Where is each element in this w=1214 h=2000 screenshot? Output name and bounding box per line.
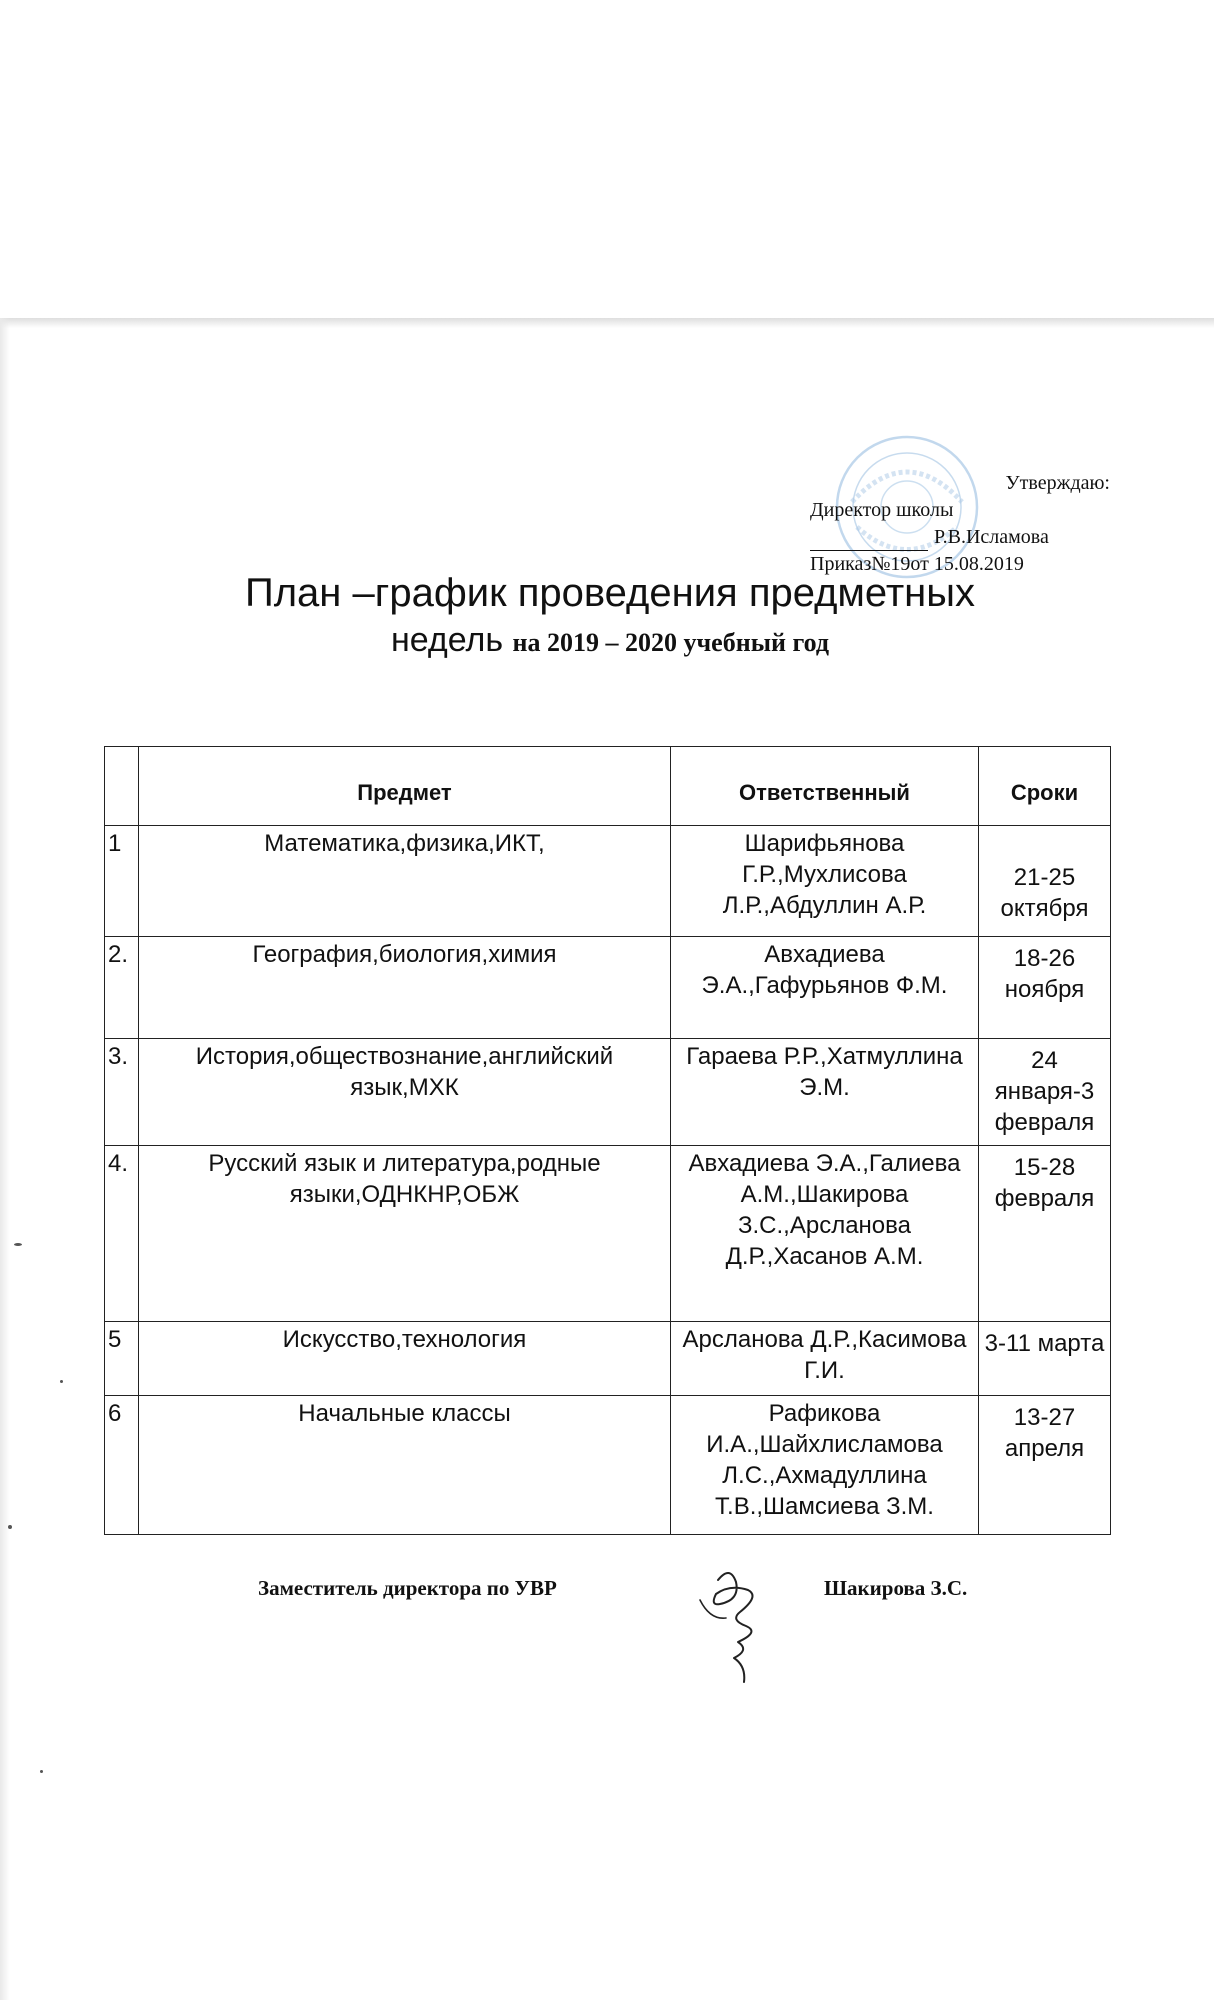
signature-underline	[810, 532, 928, 551]
row-number: 4.	[105, 1146, 139, 1322]
row-number: 3.	[105, 1039, 139, 1146]
header-responsible: Ответственный	[671, 747, 979, 826]
footer-position: Заместитель директора по УВР	[258, 1576, 557, 1600]
approval-block	[810, 470, 1110, 578]
row-responsible: Авхадиева Э.А.,Гафурьянов Ф.М.	[671, 937, 979, 1039]
row-number: 1	[105, 826, 139, 937]
title-line-2	[150, 618, 1070, 665]
title-line-1: План –график проведения предметных	[244, 571, 976, 615]
row-responsible: Гараева Р.Р.,Хатмуллина Э.М.	[671, 1039, 979, 1146]
row-responsible: Авхадиева Э.А.,Галиева А.М.,Шакирова З.С.,Арсланова Д.Р.,Хасанов А.М.	[671, 1146, 979, 1322]
footer-name: Шакирова З.С.	[824, 1576, 968, 1600]
scan-speck	[8, 1525, 12, 1529]
table-header-row	[105, 747, 1111, 826]
scan-speck	[60, 1380, 63, 1383]
row-subject: Искусство,технология	[139, 1322, 671, 1396]
row-term: 13-27 апреля	[979, 1396, 1111, 1535]
header-number	[105, 747, 139, 826]
row-subject: История,обществознание,английский язык,МХК	[139, 1039, 671, 1146]
row-responsible: Рафикова И.А.,Шайхлисламова Л.С.,Ахмадуллина Т.В.,Шамсиева З.М.	[671, 1396, 979, 1535]
row-subject: Математика,физика,ИКТ,	[139, 826, 671, 937]
row-responsible: Шарифьянова Г.Р.,Мухлисова Л.Р.,Абдуллин А.Р.	[671, 826, 979, 937]
scan-speck	[14, 1243, 22, 1246]
row-number: 5	[105, 1322, 139, 1396]
handwritten-signature-icon	[690, 1560, 790, 1690]
row-number: 6	[105, 1396, 139, 1535]
approval-signature-line	[810, 524, 1110, 551]
table-row	[105, 1146, 1111, 1322]
approval-position: Директор школы	[810, 499, 954, 521]
title-line-2-main: недель	[390, 621, 504, 659]
approval-order: Приказ№19от 15.08.2019	[810, 553, 1024, 575]
header-term: Сроки	[979, 747, 1111, 826]
scan-left-edge	[0, 318, 10, 2000]
row-subject: География,биология,химия	[139, 937, 671, 1039]
row-term-text: 21-25 октября	[1000, 864, 1089, 922]
header-subject: Предмет	[139, 747, 671, 826]
page-title	[150, 568, 1070, 665]
row-number: 2.	[105, 937, 139, 1039]
title-line-2-sub: на 2019 – 2020 учебный год	[512, 628, 830, 657]
row-term	[979, 826, 1111, 937]
scan-edge	[0, 318, 1214, 328]
scan-speck	[40, 1770, 43, 1773]
table-row	[105, 937, 1111, 1039]
table-row	[105, 1322, 1111, 1396]
row-term: 3-11 марта	[979, 1322, 1111, 1396]
row-subject: Русский язык и литература,родные языки,ОДНКНР,ОБЖ	[139, 1146, 671, 1322]
schedule-table	[104, 746, 1111, 1535]
table-row	[105, 1039, 1111, 1146]
row-term: 18-26 ноября	[979, 937, 1111, 1039]
approval-heading: Утверждаю:	[1005, 472, 1110, 494]
table-row	[105, 826, 1111, 937]
table-row	[105, 1396, 1111, 1535]
row-responsible: Арсланова Д.Р.,Касимова Г.И.	[671, 1322, 979, 1396]
approval-name: Р.В.Исламова	[934, 526, 1049, 548]
row-subject: Начальные классы	[139, 1396, 671, 1535]
row-term: 24 января-3 февраля	[979, 1039, 1111, 1146]
row-term: 15-28 февраля	[979, 1146, 1111, 1322]
footer-signature-block	[258, 1576, 1058, 1601]
